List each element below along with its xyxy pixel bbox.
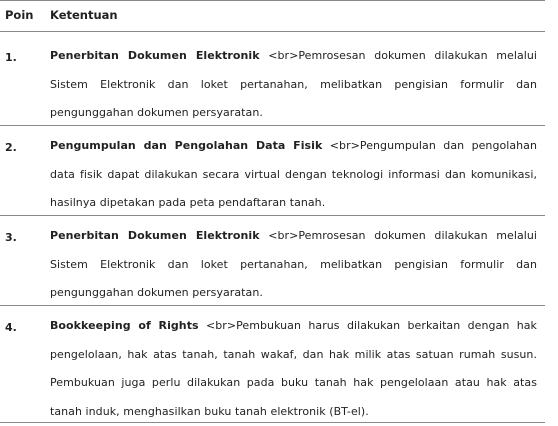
row-content: [50, 312, 537, 426]
table-row: [0, 310, 545, 423]
row-content: [50, 42, 537, 128]
row-number: 3.: [5, 231, 17, 244]
row-text: <br>Pengumpulan dan pengolahan data fisik dapat dilakukan secara virtual dengan teknologi informasi dan komunikasi, hasilnya dipetakan pada peta pendaftaran tanah.: [50, 139, 537, 209]
table-header: [0, 0, 545, 32]
row-number: 1.: [5, 51, 17, 64]
table-row: [0, 220, 545, 306]
row-content: [50, 132, 537, 218]
table-row: [0, 130, 545, 216]
row-text: <br>Pemrosesan dokumen dilakukan melalui Sistem Elektronik dan loket pertanahan, melibatkan pengisian formulir dan pengunggahan dokumen persyaratan.: [50, 49, 538, 119]
header-ketentuan: Ketentuan: [50, 8, 118, 22]
row-title: Penerbitan Dokumen Elektronik: [50, 49, 260, 62]
row-content: [50, 222, 537, 308]
row-number: 2.: [5, 141, 17, 154]
row-number: 4.: [5, 321, 17, 334]
header-poin: Poin: [5, 8, 34, 22]
table-row: [0, 40, 545, 126]
row-text: <br>Pembukuan harus dilakukan berkaitan dengan hak pengelolaan, hak atas tanah, tanah wakaf, dan hak milik atas satuan rumah susun. Pembukuan juga perlu dilakukan pada buku tanah hak pengelolaan atau hak atas tanah induk, menghasilkan buku tanah elektronik (BT-el).: [50, 319, 537, 418]
row-title: Pengumpulan dan Pengolahan Data Fisik: [50, 139, 323, 152]
row-title: Penerbitan Dokumen Elektronik: [50, 229, 260, 242]
row-text: <br>Pemrosesan dokumen dilakukan melalui Sistem Elektronik dan loket pertanahan, melibatkan pengisian formulir dan pengunggahan dokumen persyaratan.: [50, 229, 538, 299]
row-title: Bookkeeping of Rights: [50, 319, 199, 332]
